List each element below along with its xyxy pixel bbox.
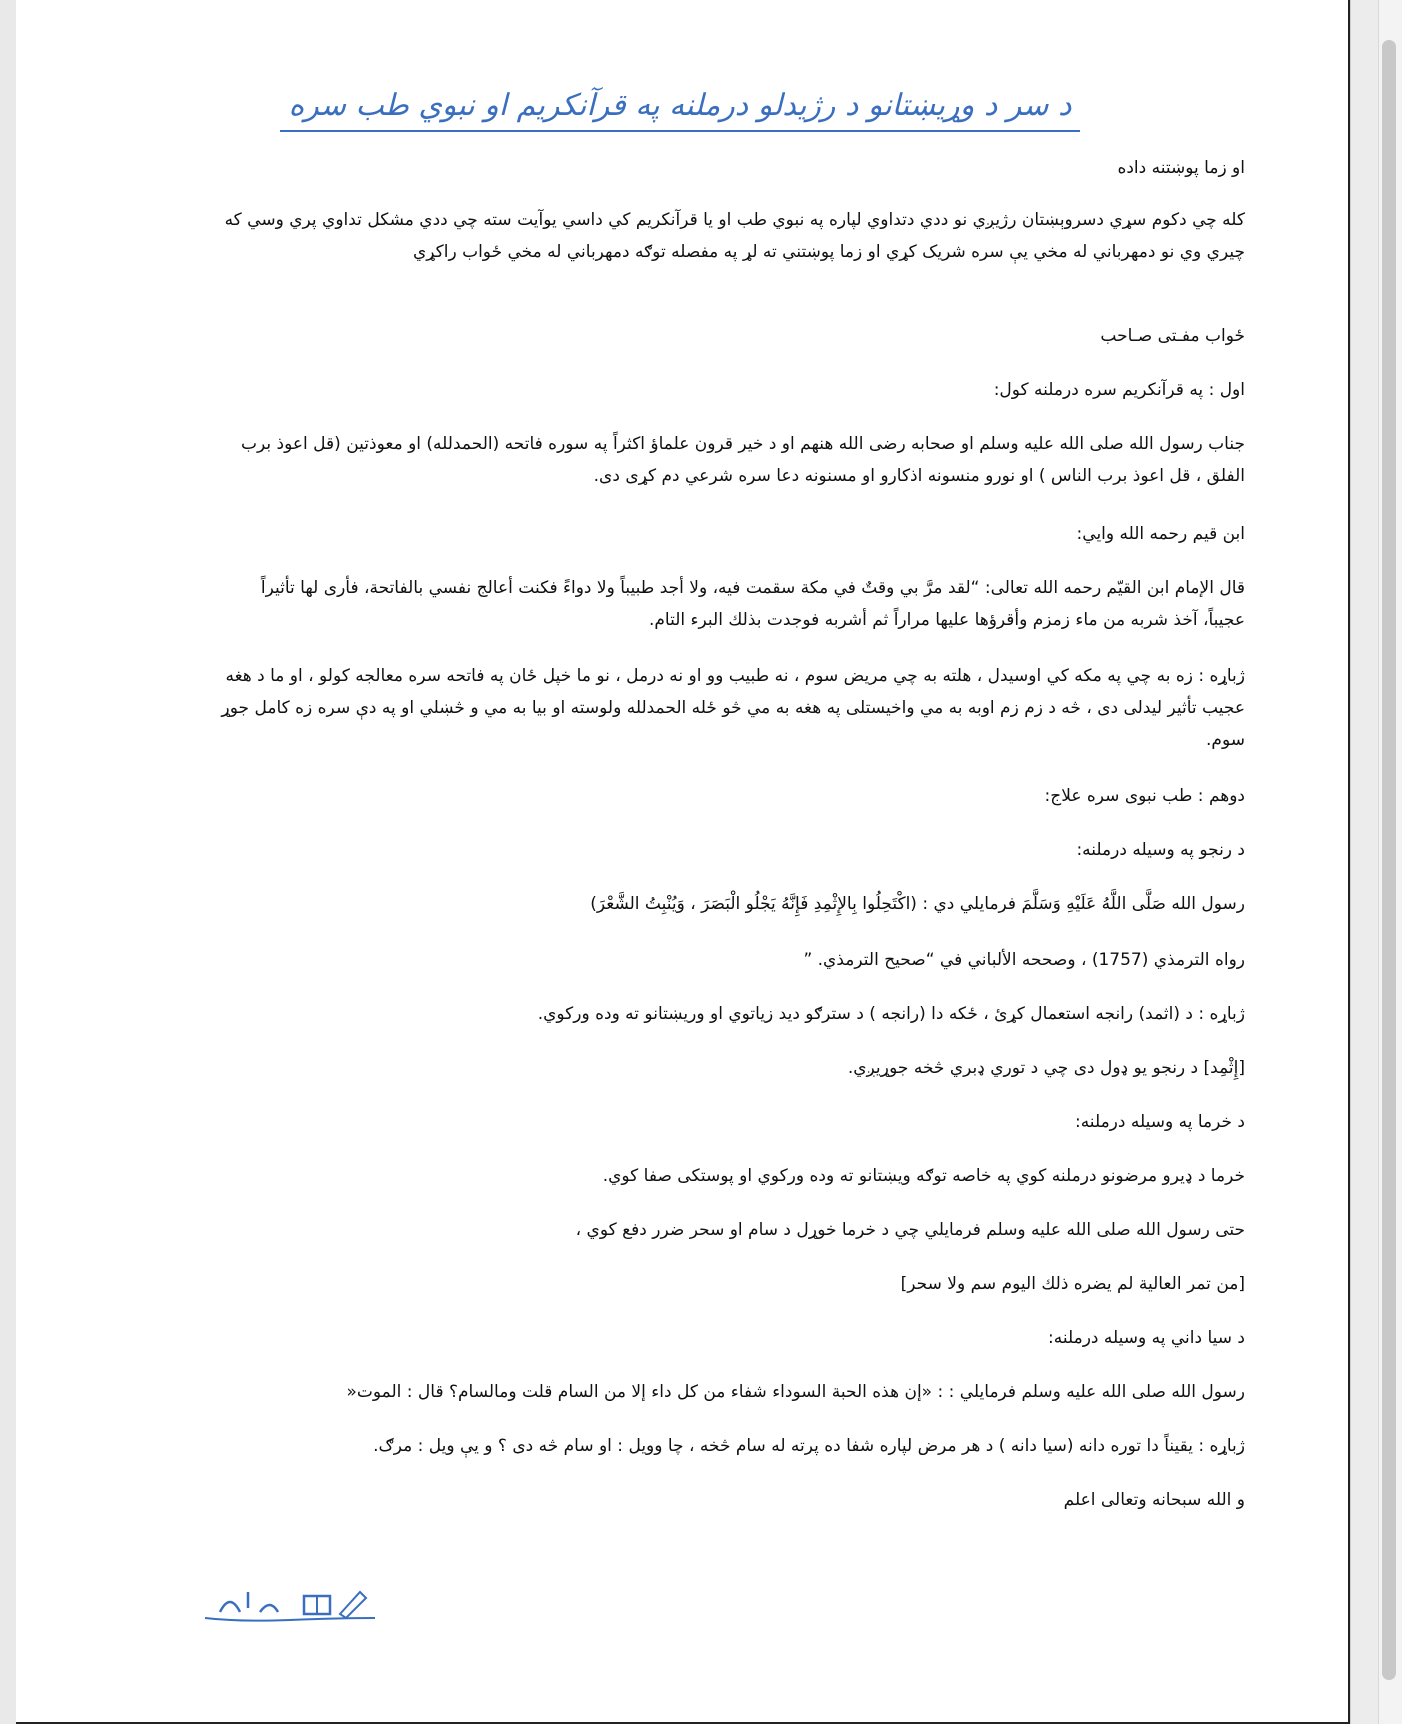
kohl-hadith: رسول الله صَلَّى اللَّهُ عَلَيْهِ وَسَلَّمَ فرمایلي دي : (اكْتَحِلُوا بِالإِثْمِدِ فَإِنَّهُ يَجْلُو الْبَصَرَ ، وَيُنْبِتُ الشَّعْرَ) xyxy=(590,894,1245,914)
scrollbar-thumb[interactable] xyxy=(1382,40,1396,1680)
signature-icon xyxy=(200,1578,380,1628)
question-text: کله چي دکوم سړي دسروېښتان رژیږي نو ددي دتداوي لپاره په نبوي طب او یا قرآنکریم کي داسي یوآیت سته چي ددي مشکل تداوي پري وسي که چیري وي نو دمهرباني له مخي یې سره شریک کړي او زما پوښتني ته لړ په مفصله توګه دمهرباني له مخي ځواب راکړي xyxy=(224,210,1245,262)
section-two-heading: دوهم : طب نبوی سره علاج: xyxy=(1044,786,1245,806)
closing-statement: و الله سبحانه وتعالی اعلم xyxy=(1063,1490,1245,1510)
black-seed-translation: ژباړه : یقیناً دا توره دانه (سیا دانه ) د هر مرض لپاره شفا ده پرته له سام څخه ، چا وویل : او سام څه دی ؟ و یې ویل : مرګ. xyxy=(373,1436,1245,1456)
left-gutter xyxy=(0,0,17,1724)
section-one-heading: اول : په قرآنکریم سره درملنه کول: xyxy=(993,380,1245,400)
kohl-heading: د رنجو په وسیله درملنه: xyxy=(1076,840,1245,860)
kohl-reference: رواه الترمذي (1757) ، وصححه الألباني في “صحيح الترمذي. ” xyxy=(803,950,1245,970)
ibn-qayyim-translation: ژباړه : زه به چي په مکه کي اوسیدل ، هلته به چي مریض سوم ، نه طبیب وو او نه درمل ، نو ما خپل ځان په فاتحه سره معالجه کولو ، او ما د هغه عجیب تأثیر لیدلی دی ، څه د زم زم اوبه به مي واخیستلی په هغه به مي څو ځله الحمدلله ولوسته او بیا به مي و څښلي او په دې سره زه کامل جوړ سوم. xyxy=(221,666,1245,750)
quran-treatment-text: جناب رسول الله صلی الله علیه وسلم او صحابه رضی الله هنهم او د خیر قرون علماؤ اکثراً په سوره فاتحه (الحمدلله) او معوذتین (قل اعوذ برب الفلق ، قل اعوذ برب الناس ) او نورو منسونه اذکارو او مسنونه دعا سره شرعي دم کړی دی. xyxy=(241,434,1245,486)
kohl-translation: ژباړه : د (اثمد) رانجه استعمال کړئ ، ځکه دا (رانجه ) د سترګو دید زیاتوي او وریښتانو ته وده ورکوي. xyxy=(537,1004,1245,1024)
black-seed-hadith: رسول الله صلی الله علیه وسلم فرمایلي : : «إن هذه الحبة السوداء شفاء من كل داء إلا من السام قلت ومالسام؟ قال : الموت« xyxy=(346,1382,1245,1402)
answer-heading: ځواب مفـتی صـاحب xyxy=(1100,326,1245,346)
ibn-qayyim-intro: ابن قیم رحمه الله وایي: xyxy=(1076,524,1245,544)
dates-benefit: خرما د ډیرو مرضونو درملنه کوي په خاصه توګه ویښتانو ته وده ورکوي او پوستکی صفا کوي. xyxy=(602,1166,1245,1186)
question-intro: او زما پوښتنه داده xyxy=(1117,158,1245,178)
ithmid-definition: [إِثْمِد] د رنجو یو ډول دی چي د توري ډبري څخه جوړیږي. xyxy=(847,1058,1245,1078)
dates-hadith: [من تمر العالیة لم یضره ذلك الیوم سم ولا سحر] xyxy=(900,1274,1245,1294)
document-title: د سر د وړیښتانو د رژیدلو درملنه په قرآنکریم او نبوي طب سره xyxy=(280,86,1080,132)
black-seed-heading: د سیا داني په وسیله درملنه: xyxy=(1048,1328,1245,1348)
dates-heading: د خرما په وسیله درملنه: xyxy=(1074,1112,1245,1132)
signature-logo xyxy=(200,1578,380,1628)
dates-hadith-intro: حتی رسول الله صلی الله علیه وسلم فرمایلي چي د خرما خوړل د سام او سحر ضرر دفع کوي ، xyxy=(575,1220,1245,1240)
ibn-qayyim-quote: قال الإمام ابن القيّم رحمه الله تعالى: “لقد مرَّ بي وقتٌ في مكة سقمت فيه، ولا أجد طبيباً ولا دواءً فكنت أعالج نفسي بالفاتحة، فأرى لها تأثيراً عجيباً، آخذ شربه من ماء زمزم وأقرؤها عليها مراراً ثم أشربه فوجدت بذلك البرء التام. xyxy=(260,578,1245,630)
